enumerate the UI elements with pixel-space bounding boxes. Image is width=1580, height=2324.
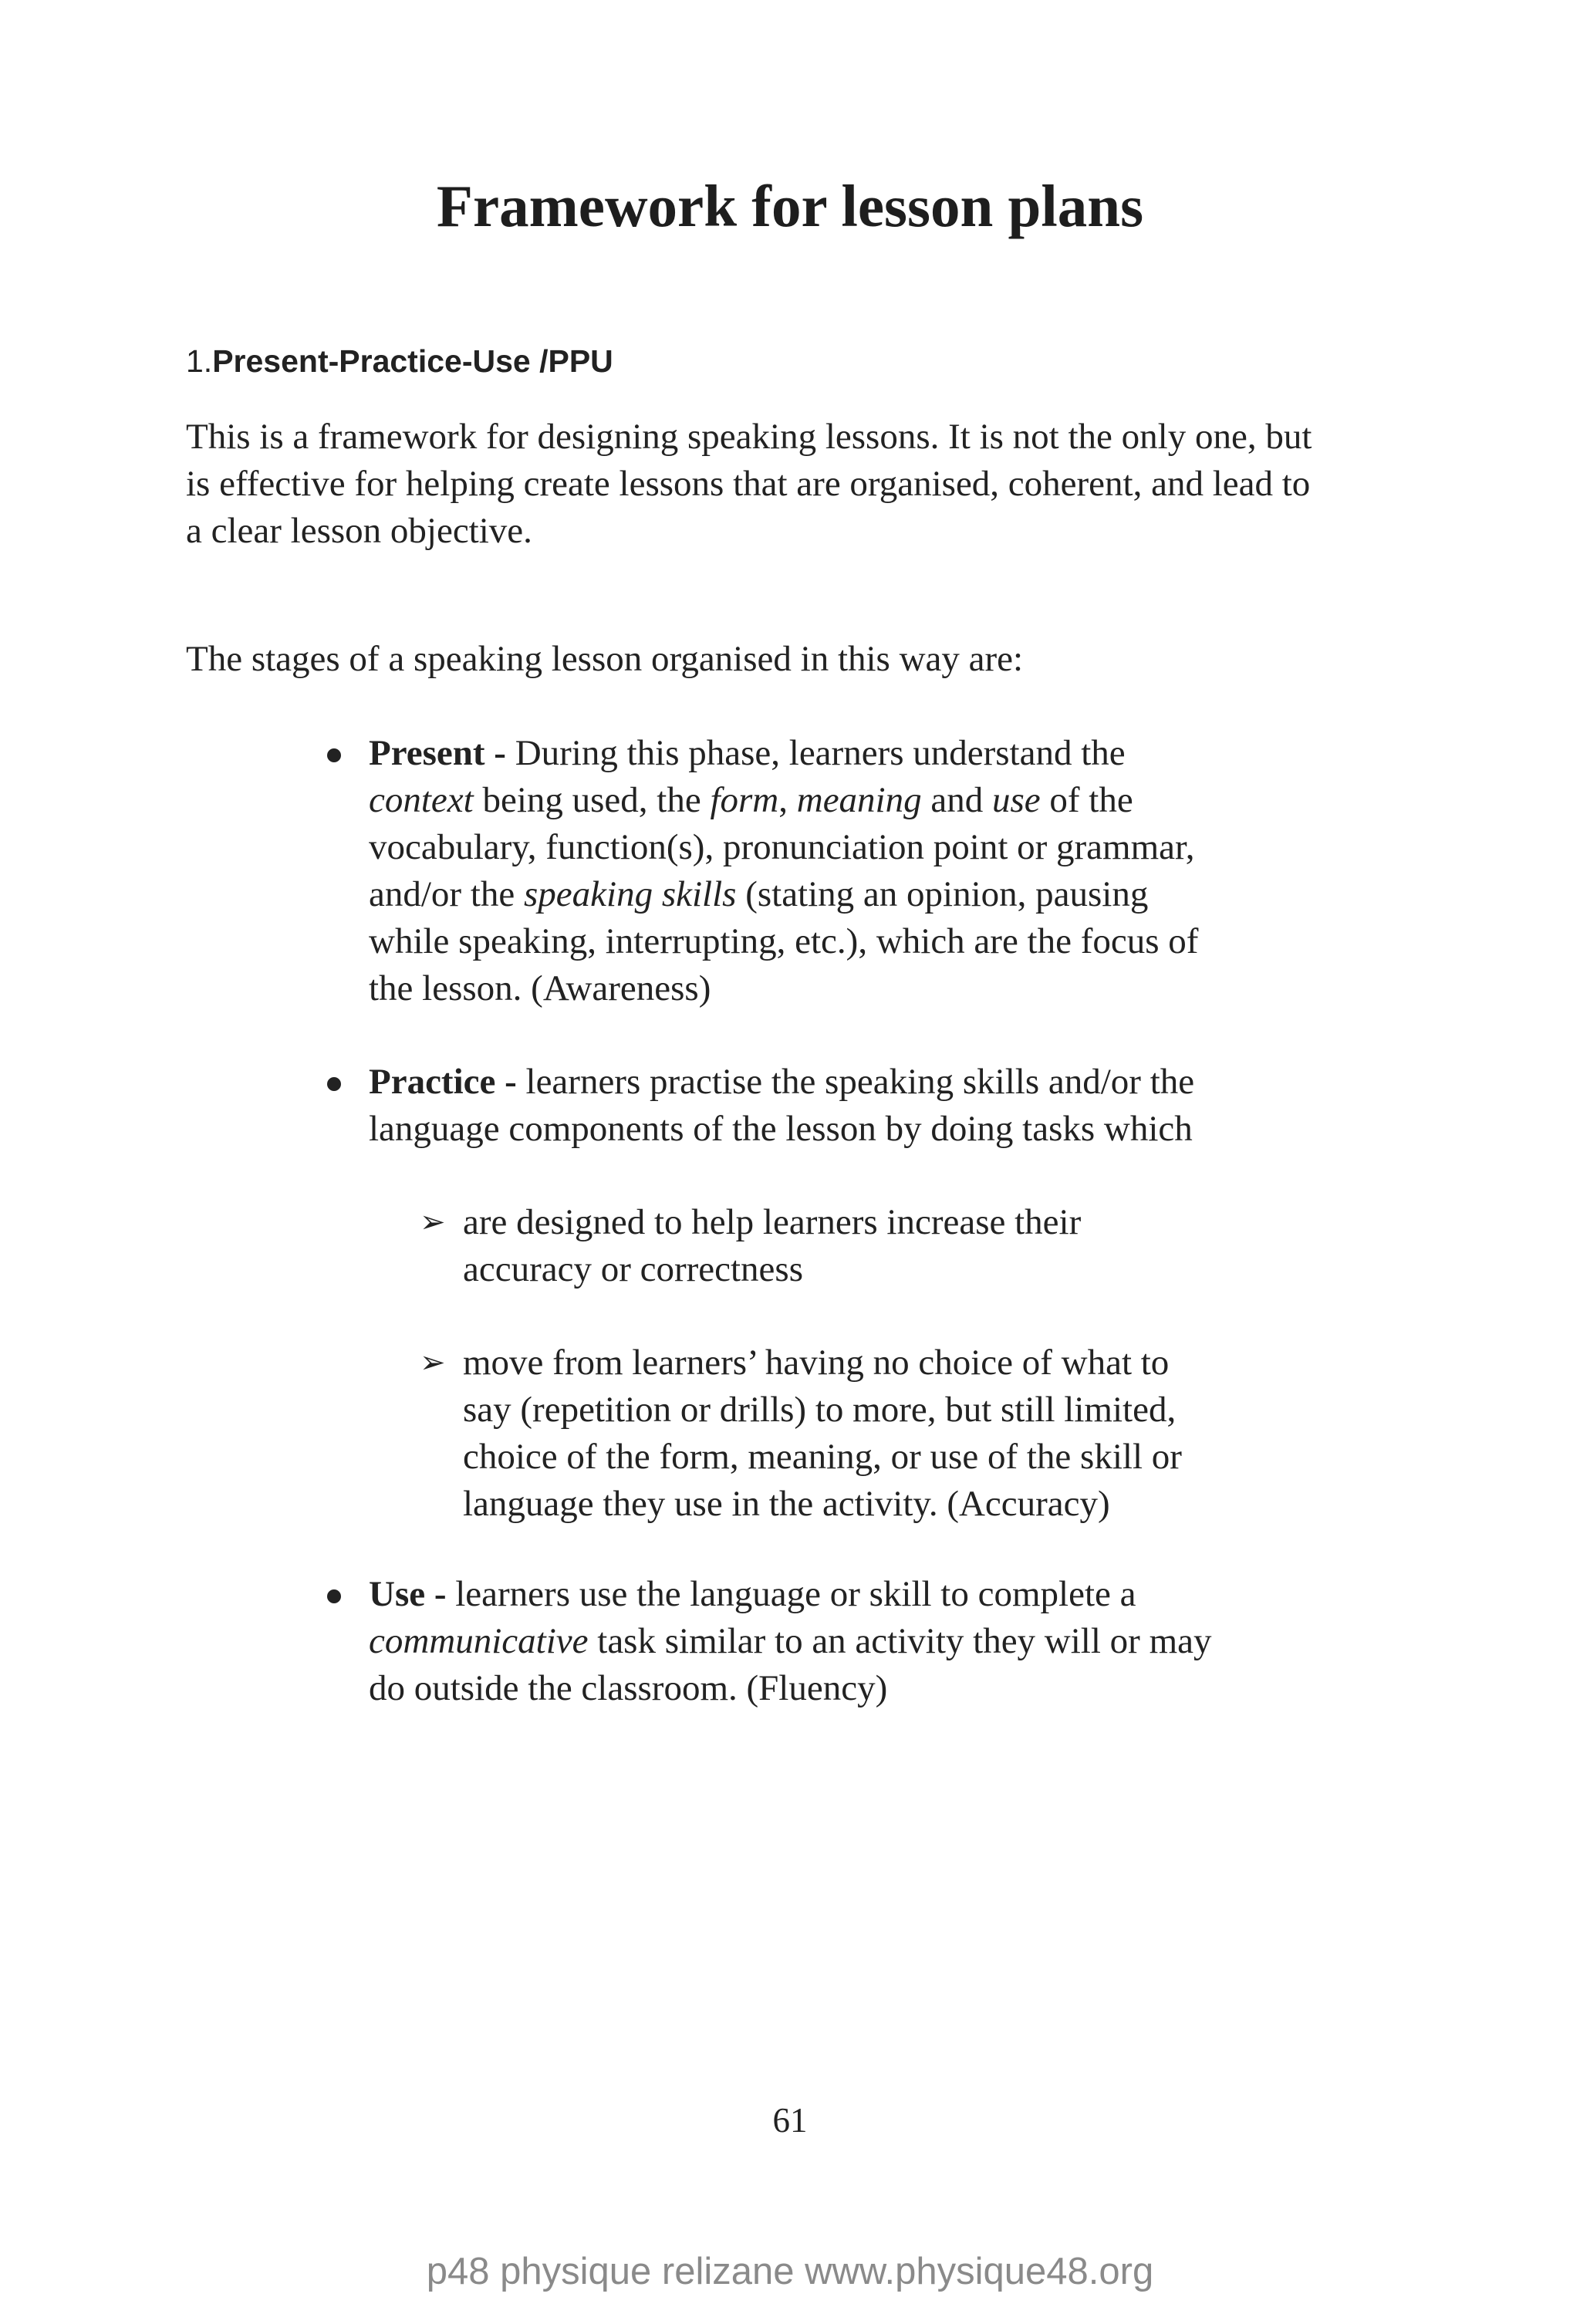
sub-line: language they use in the activity. (Accuracy) (463, 1484, 1110, 1524)
present-term: Present - (369, 733, 506, 773)
section-heading-text: Present-Practice-Use /PPU (212, 343, 613, 379)
page-title: Framework for lesson plans (436, 173, 1144, 239)
sub-list-item (420, 1339, 1182, 1528)
footer-watermark: p48 physique relizane www.physique48.org (426, 2251, 1154, 2292)
sub-list-item (420, 1199, 1082, 1293)
intro-paragraph (186, 414, 1451, 555)
italic-span: meaning (796, 780, 922, 820)
text-span: learners practise the speaking skills and/or the (516, 1062, 1195, 1102)
sub-line: accuracy or correctness (463, 1249, 803, 1289)
text-span: , (778, 780, 797, 820)
present-line-6: the lesson. (Awareness) (369, 968, 711, 1008)
italic-span: use (992, 780, 1041, 820)
practice-term: Practice - (369, 1062, 517, 1102)
section-number: 1. (186, 343, 213, 379)
present-line-4 (369, 871, 1198, 918)
page-number: 61 (772, 2101, 808, 2140)
list-item-practice (369, 1059, 1194, 1153)
italic-span: communicative (369, 1621, 589, 1661)
italic-span: speaking skills (524, 874, 737, 914)
bullet-icon (327, 1589, 341, 1603)
italic-span: context (369, 780, 474, 820)
text-span: being used, the (473, 780, 711, 820)
arrowhead-bullet-icon: ➢ (420, 1345, 446, 1380)
bullet-icon (327, 748, 341, 762)
sub-line: move from learners’ having no choice of what to (463, 1343, 1170, 1383)
intro-line: is effective for helping create lessons that are organised, coherent, and lead to (186, 464, 1311, 504)
practice-line-2: language components of the lesson by doing tasks which (369, 1109, 1193, 1149)
sub-line: choice of the form, meaning, or use of the skill or (463, 1437, 1182, 1477)
list-item-present (369, 730, 1198, 1012)
stages-intro: The stages of a speaking lesson organised in this way are: (186, 639, 1024, 679)
intro-line: This is a framework for designing speaking lessons. It is not the only one, but (186, 417, 1312, 457)
intro-line: a clear lesson objective. (186, 511, 532, 551)
list-item-use (369, 1571, 1212, 1712)
text-span: of the (1040, 780, 1133, 820)
bullet-icon (327, 1077, 341, 1091)
text-span: learners use the language or skill to complete a (446, 1574, 1136, 1614)
use-line-3: do outside the classroom. (Fluency) (369, 1668, 888, 1708)
italic-span: form (710, 780, 779, 820)
present-line-2 (369, 777, 1198, 824)
section-heading (186, 341, 613, 381)
arrowhead-bullet-icon: ➢ (420, 1204, 446, 1240)
present-line-3: vocabulary, function(s), pronunciation point or grammar, (369, 827, 1195, 867)
text-span: During this phase, learners understand the (505, 733, 1126, 773)
use-term: Use - (369, 1574, 447, 1614)
use-line-2 (369, 1618, 1212, 1665)
practice-line-1 (369, 1059, 1194, 1106)
present-line-1 (369, 730, 1198, 777)
text-span: task similar to an activity they will or may (588, 1621, 1212, 1661)
sub-line: are designed to help learners increase their (463, 1202, 1082, 1242)
sub-line: say (repetition or drills) to more, but still limited, (463, 1390, 1177, 1430)
text-span: and (921, 780, 992, 820)
text-span: (stating an opinion, pausing (736, 874, 1149, 914)
use-line-1 (369, 1571, 1212, 1618)
present-line-5: while speaking, interrupting, etc.), which are the focus of (369, 921, 1199, 961)
text-span: and/or the (369, 874, 524, 914)
